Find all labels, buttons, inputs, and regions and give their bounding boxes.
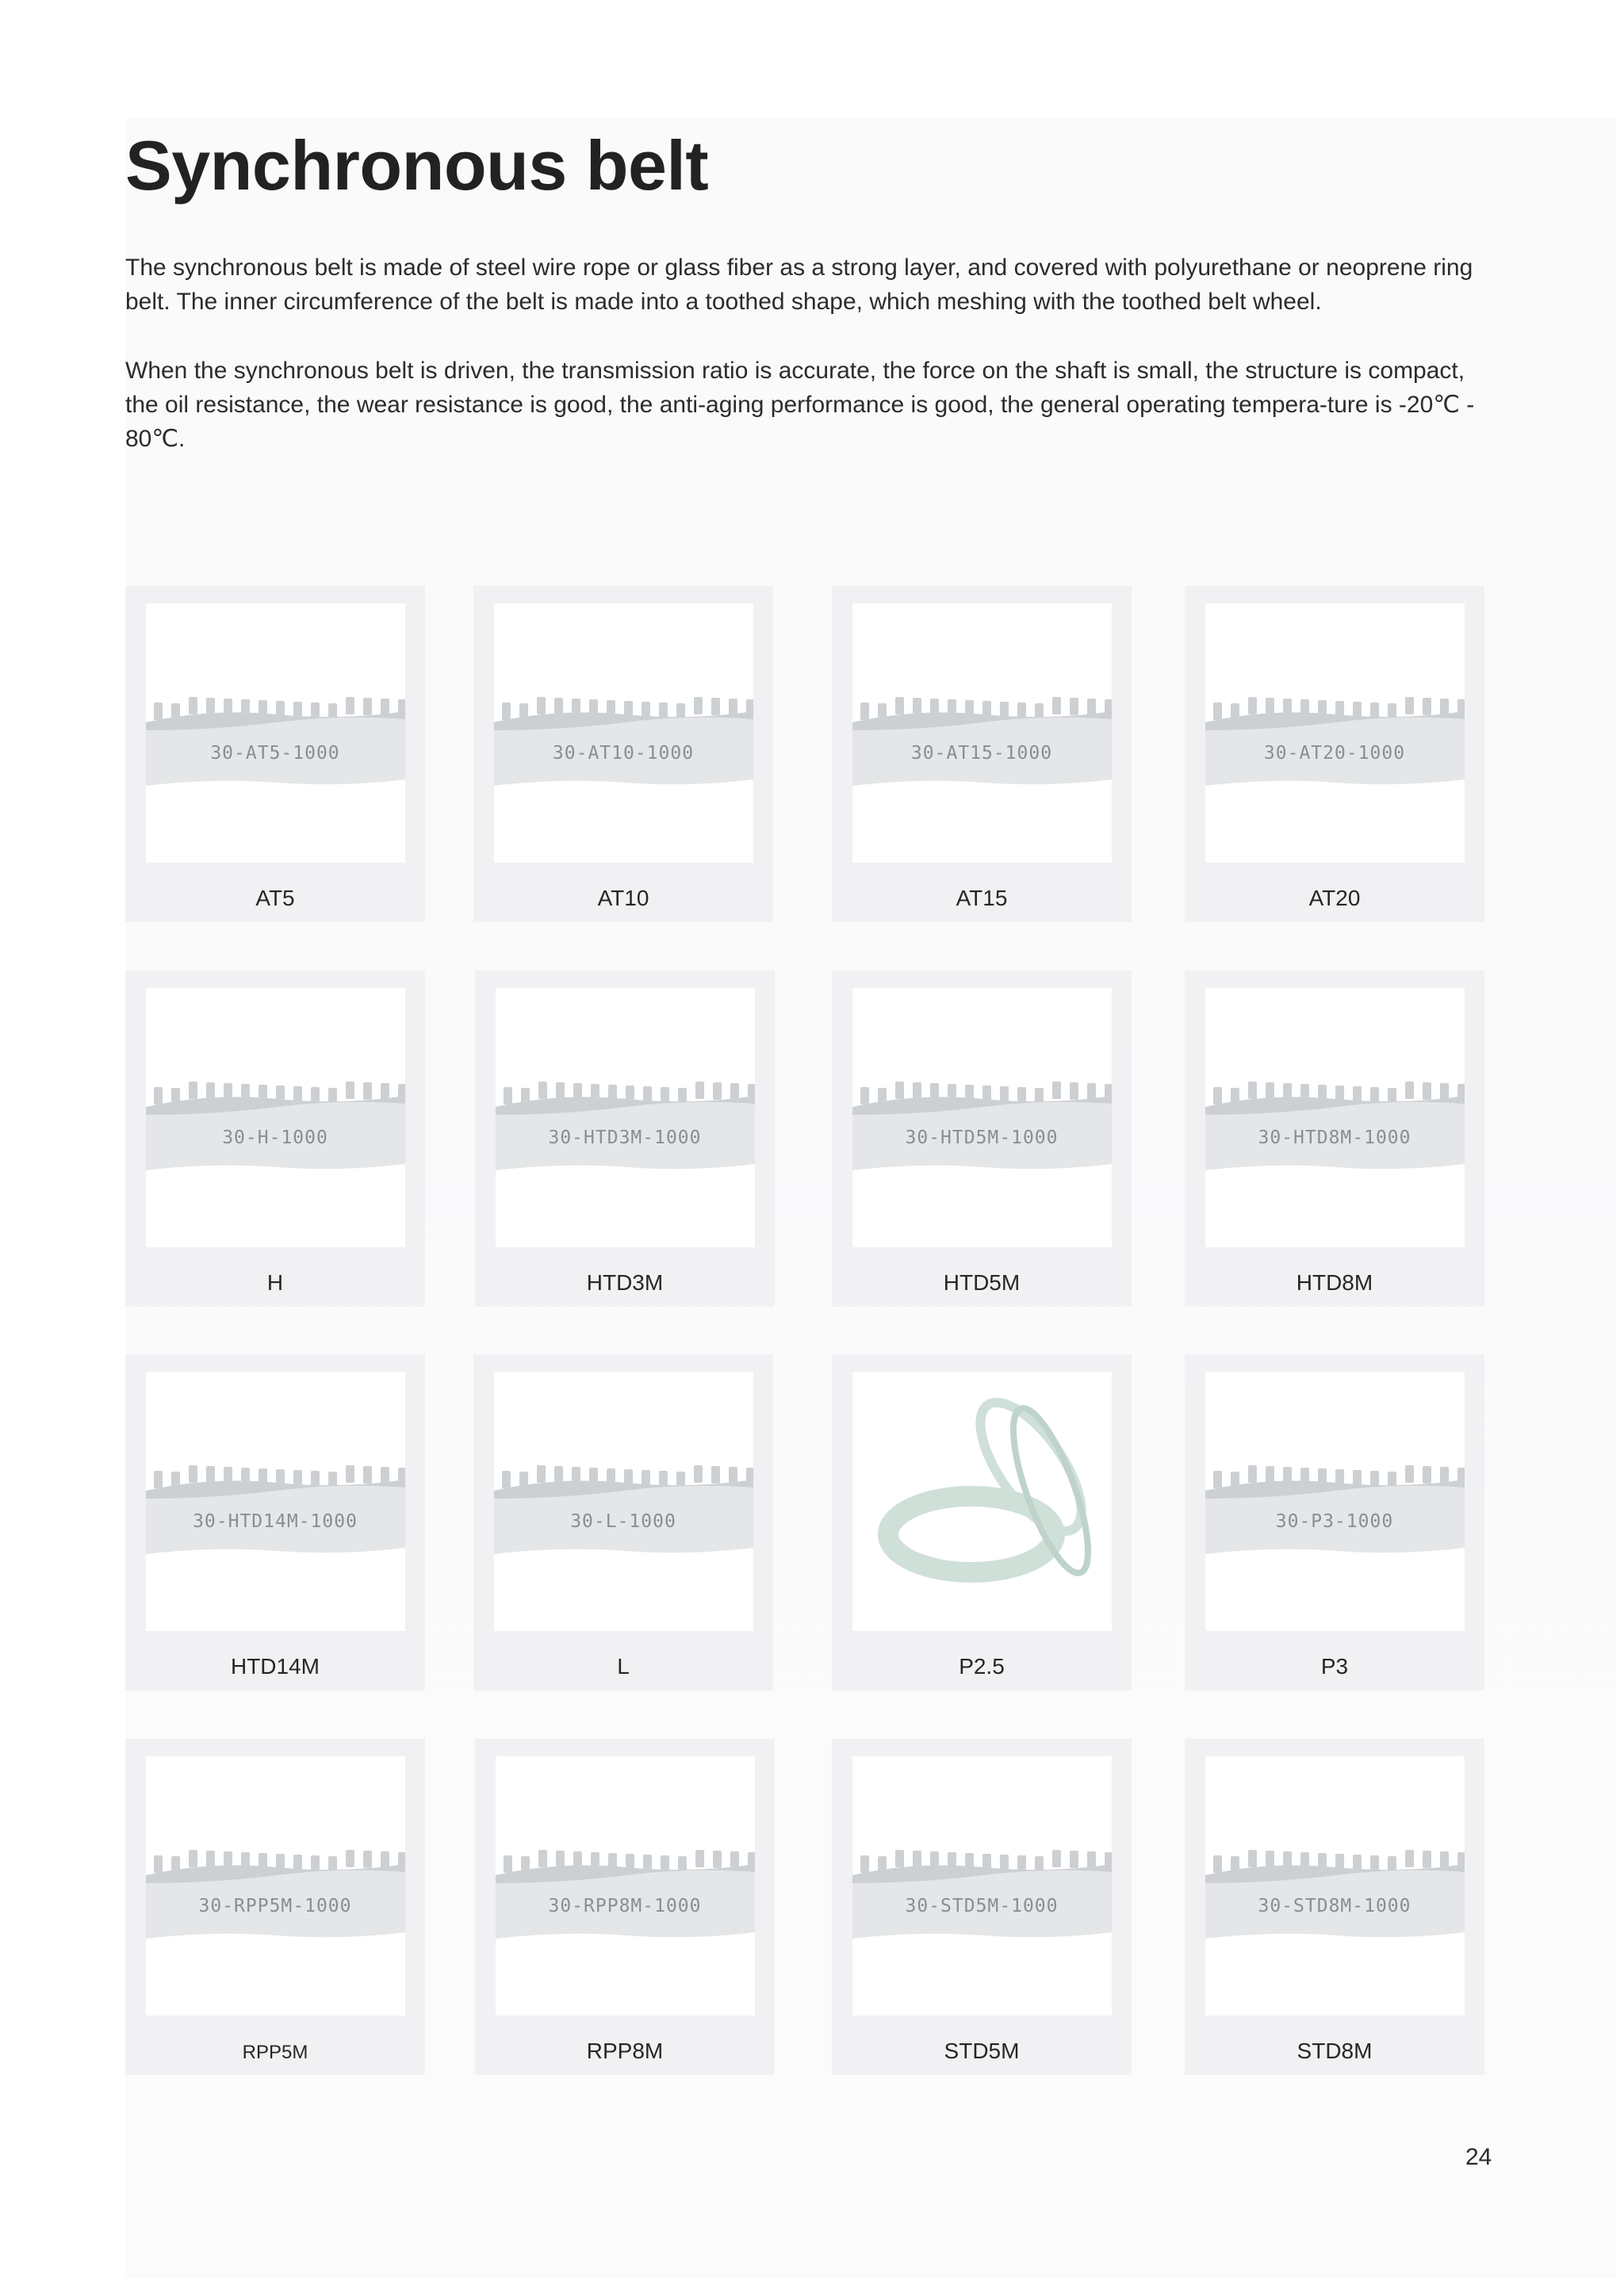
belt-tooth [1440,1467,1449,1484]
belt-photo [1205,1372,1465,1631]
belt-photo [146,1372,405,1631]
belt-tooth [895,697,904,714]
product-card-std5m[interactable] [832,1739,1132,2075]
belt-tooth [381,699,389,716]
belt-print-text: 30-AT20-1000 [1263,743,1406,764]
belt-tooth [1423,1082,1431,1100]
belt-print-text: 30-HTD3M-1000 [548,1128,702,1148]
product-label: H [266,1270,284,1295]
belt-tooth [1440,699,1449,716]
belt-tooth [154,1855,163,1873]
belt-tooth [206,1082,215,1100]
belt-tooth [713,1082,722,1100]
product-card-htd5m[interactable] [832,971,1132,1307]
product-label: RPP5M [242,2042,308,2063]
intro-paragraph: The synchronous belt is made of steel wire rope or glass fiber as a strong layer, and covered with polyurethane or neoprene ring belt. The inner circumference of the belt is made into a toothed shape, which meshing with the toothed belt wheel. [125,255,1473,315]
product-label: HTD14M [230,1654,320,1679]
belt-tooth [1440,1083,1449,1101]
belt-tooth [711,698,720,715]
belt-tooth [1266,1082,1274,1100]
product-card-htd14m[interactable] [125,1354,425,1690]
belt-tooth [1423,1851,1431,1868]
belt-tooth [1087,699,1096,716]
belt-tooth [381,1467,389,1484]
belt-image [146,1372,405,1631]
belt-tooth [694,697,703,714]
belt-tooth [730,1851,739,1869]
belt-tooth [713,1851,722,1868]
belt-photo [494,1372,753,1631]
belt-image [852,603,1112,863]
belt-tooth [1266,1466,1274,1484]
belt-image [1205,1756,1465,2016]
properties-paragraph: When the synchronous belt is driven, the transmission ratio is accurate, the force on the shaft is small, the structure is compact, the oil resistance, the wear resistance is good, the anti-aging performance is good, the general operating tempera-ture is -20℃ - 80℃. [125,358,1475,452]
belt-photo [1205,988,1465,1247]
belt-tooth [537,697,546,714]
belt-photo [146,603,405,863]
belt-tooth [346,697,354,714]
product-label: STD8M [1297,2039,1373,2063]
belt-print-text: 30-AT5-1000 [210,743,340,764]
belt-tooth [729,699,737,716]
belt-tooth [1213,1087,1222,1105]
belt-tooth [206,1466,215,1484]
belt-tooth [189,1465,197,1483]
product-label: AT5 [255,886,295,910]
belt-tooth [363,1466,372,1484]
belt-tooth [381,1083,389,1101]
belt-image [146,603,405,863]
belt-tooth [554,698,563,715]
belt-print-text: 30-RPP8M-1000 [548,1896,702,1916]
product-card-h[interactable] [125,971,425,1307]
belt-tooth [502,703,511,720]
belt-tooth [895,1082,904,1099]
belt-tooth [860,1087,869,1105]
belt-tooth [1423,1466,1431,1484]
belt-print-text: 30-STD5M-1000 [905,1896,1059,1916]
belt-image [146,1756,405,2016]
belt-tooth [556,1851,565,1868]
belt-image [1205,603,1465,863]
belt-tooth [1052,1850,1061,1867]
belt-tooth [346,1850,354,1867]
belt-print-text: 30-HTD14M-1000 [193,1511,358,1532]
belt-photo [146,988,405,1247]
belt-photo [852,1756,1112,2016]
belt-tooth [1405,1082,1414,1099]
product-label: AT10 [597,886,649,910]
product-card-rpp8m[interactable] [475,1739,775,2075]
belt-photo [852,603,1112,863]
product-card-at20[interactable] [1185,586,1484,922]
belt-tooth [1266,698,1274,715]
belt-print-text: 30-STD8M-1000 [1258,1896,1411,1916]
belt-print-text: 30-H-1000 [222,1128,328,1148]
belt-print-text: 30-HTD8M-1000 [1258,1128,1411,1148]
product-card-rpp5m[interactable] [125,1739,425,2075]
belt-photo [852,1372,1112,1631]
product-label: AT20 [1308,886,1361,910]
belt-photo [496,1756,755,2016]
belt-tooth [504,1855,512,1873]
belt-tooth [538,1850,547,1867]
belt-tooth [913,698,921,715]
belt-tooth [1423,698,1431,715]
page-number: 24 [1465,2144,1492,2170]
product-card-p3[interactable] [1185,1354,1484,1690]
belt-tooth [1248,1465,1257,1483]
belt-print-text: 30-AT15-1000 [910,743,1053,764]
belt-tooth [154,1087,163,1105]
belt-tooth [554,1466,563,1484]
belt-tooth [502,1471,511,1488]
belt-tooth [1248,1082,1257,1099]
product-card-at15[interactable] [832,586,1132,922]
product-label: HTD8M [1296,1270,1373,1295]
belt-tooth [504,1087,512,1105]
belt-tooth [711,1466,720,1484]
belt-tooth [1070,1851,1078,1868]
belt-image [146,988,405,1247]
belt-image [852,988,1112,1247]
belt-tooth [729,1467,737,1484]
product-label: HTD3M [586,1270,664,1295]
belt-print-text: 30-RPP5M-1000 [198,1896,352,1916]
belt-photo [496,988,755,1247]
belt-photo [146,1756,405,2016]
belt-tooth [206,698,215,715]
product-card-htd3m[interactable] [475,971,775,1307]
belt-tooth [860,703,869,720]
belt-image [494,603,753,863]
belt-tooth [1070,1082,1078,1100]
belt-tooth [1440,1851,1449,1869]
belt-tooth [556,1082,565,1100]
belt-print-text: 30-HTD5M-1000 [905,1128,1059,1148]
belt-tooth [363,1082,372,1100]
belt-photo [494,603,753,863]
belt-image [496,988,755,1247]
belt-image [494,1372,753,1631]
product-card-htd8m[interactable] [1185,971,1484,1307]
belt-tooth [913,1851,921,1868]
belt-print-text: 30-L-1000 [570,1511,676,1532]
belt-tooth [206,1851,215,1868]
belt-tooth [1405,1850,1414,1867]
belt-tooth [189,1850,197,1867]
product-label: L [617,1654,630,1679]
product-card-at5[interactable] [125,586,425,922]
belt-tooth [895,1850,904,1867]
belt-tooth [1405,1465,1414,1483]
belt-tooth [189,1082,197,1099]
belt-tooth [189,697,197,714]
belt-tooth [1248,697,1257,714]
belt-tooth [538,1082,547,1099]
belt-print-text: 30-AT10-1000 [552,743,695,764]
belt-tooth [1052,1082,1061,1099]
belt-tooth [1405,697,1414,714]
product-label: AT15 [956,886,1008,910]
belt-tooth [1087,1083,1096,1101]
belt-tooth [1052,697,1061,714]
belt-tooth [694,1465,703,1483]
belt-image [1205,1372,1465,1631]
product-label: HTD5M [943,1270,1021,1295]
belt-tooth [154,1471,163,1488]
belt-photo [1205,603,1465,863]
belt-tooth [1087,1851,1096,1869]
belt-photo [852,988,1112,1247]
product-label: P3 [1320,1654,1349,1679]
belt-tooth [860,1855,869,1873]
belt-tooth [1266,1851,1274,1868]
belt-tooth [1213,1471,1222,1488]
belt-tooth [695,1082,704,1099]
page-title: Synchronous belt [125,126,709,205]
product-card-p2-5[interactable] [832,1354,1132,1690]
product-label: P2.5 [959,1654,1005,1679]
belt-tooth [346,1465,354,1483]
product-card-l[interactable] [473,1354,773,1690]
belt-image [852,1372,1112,1631]
belt-image [1205,988,1465,1247]
belt-tooth [1248,1850,1257,1867]
belt-tooth [363,1851,372,1868]
belt-tooth [913,1082,921,1100]
belt-tooth [154,703,163,720]
belt-tooth [363,698,372,715]
belt-tooth [695,1850,704,1867]
belt-tooth [1070,698,1078,715]
belt-tooth [537,1465,546,1483]
product-card-std8m[interactable] [1185,1739,1484,2075]
product-label: STD5M [944,2039,1020,2063]
belt-image [496,1756,755,2016]
belt-tooth [1213,1855,1222,1873]
belt-tooth [346,1082,354,1099]
belt-tooth [381,1851,389,1869]
belt-print-text: 30-P3-1000 [1275,1511,1394,1532]
belt-tooth [730,1083,739,1101]
belt-tooth [1213,703,1222,720]
product-label: RPP8M [586,2039,664,2063]
product-card-at10[interactable] [473,586,773,922]
belt-photo [1205,1756,1465,2016]
belt-image [852,1756,1112,2016]
